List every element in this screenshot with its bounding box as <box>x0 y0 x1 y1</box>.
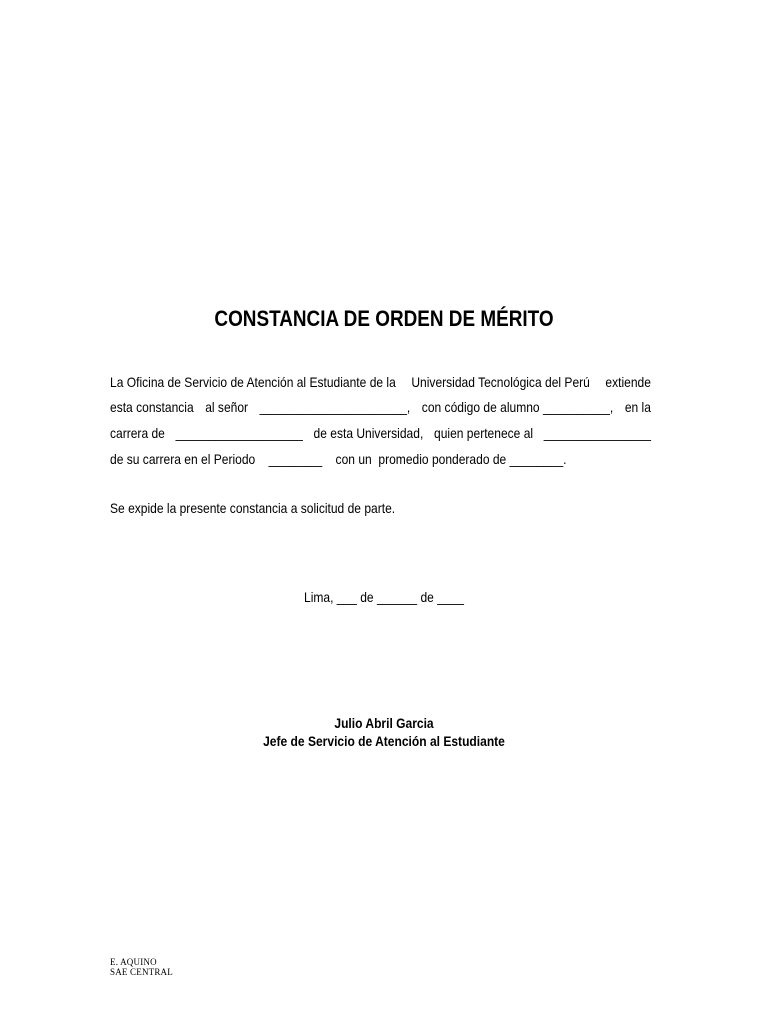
text-segment: esta constancia <box>110 399 194 415</box>
date-line: Lima, ___ de ______ de ____ <box>303 589 464 605</box>
rank-blank: ________________ <box>543 425 651 441</box>
paragraph1-line3 <box>110 425 651 441</box>
text-segment: al señor <box>205 399 249 415</box>
signature-role: Jefe de Servicio de Atención al Estudiante <box>263 733 505 749</box>
text-segment: de esta Universidad, <box>313 425 424 441</box>
footer-line2: SAE CENTRAL <box>110 967 173 977</box>
paragraph1-line1 <box>110 374 651 390</box>
text-segment: extiende <box>605 374 651 390</box>
student-code-blank: con código de alumno __________, <box>421 399 614 415</box>
signature-name: Julio Abril Garcia <box>334 715 434 731</box>
document-title: CONSTANCIA DE ORDEN DE MÉRITO <box>214 306 554 331</box>
footer-line1: E. AQUINO <box>110 957 157 967</box>
text-segment: La Oficina de Servicio de Atención al Estudiante de la <box>110 374 396 390</box>
paragraph2: Se expide la presente constancia a solicitud de parte. <box>110 500 396 516</box>
text-segment: quien pertenece al <box>434 425 534 441</box>
career-blank: ___________________ <box>175 425 303 441</box>
text-segment: en la <box>624 399 651 415</box>
text-segment: carrera de <box>110 425 165 441</box>
paragraph1-line4: de su carrera en el Periodo ________ con un promedio ponderado de ________. <box>110 451 567 467</box>
text-segment: Universidad Tecnológica del Perú <box>411 374 590 390</box>
student-name-blank: ______________________, <box>259 399 411 415</box>
paragraph1-line2 <box>110 399 651 415</box>
